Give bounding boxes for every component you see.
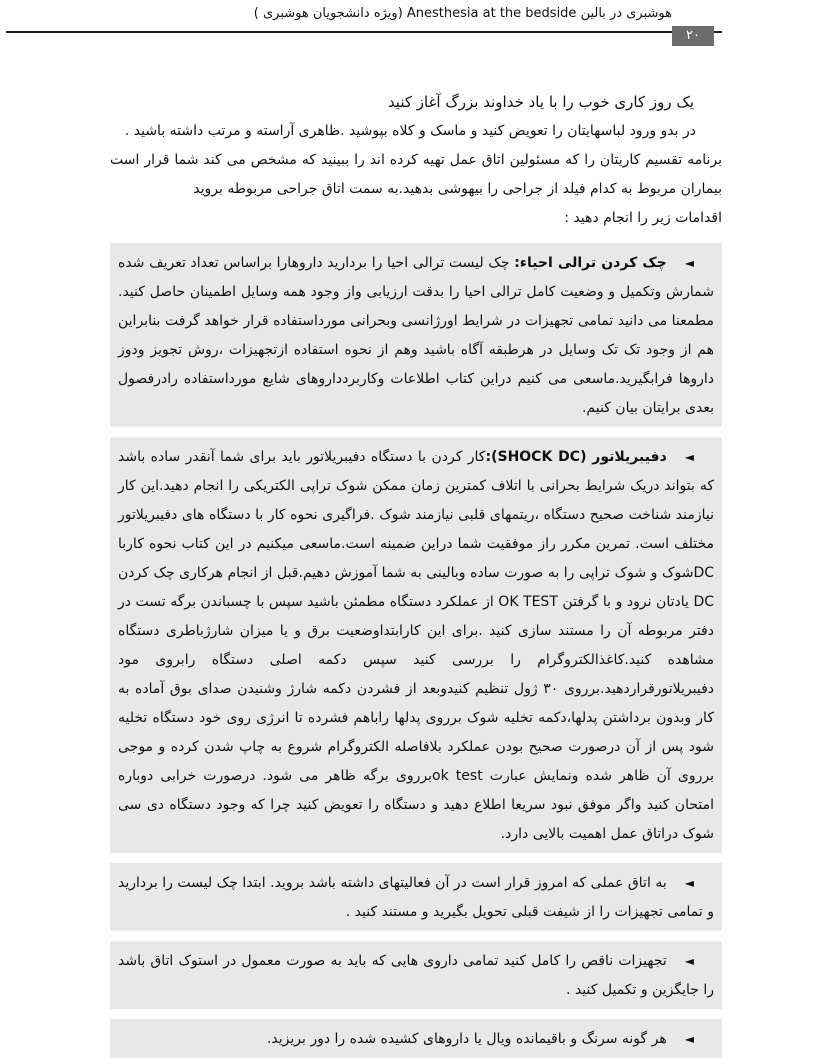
motto-line: یک روز کاری خوب را با یاد خداوند بزرگ آغاز کنید (387, 93, 694, 111)
callout-text: هر گونه سرنگ و باقیمانده ویال یا داروهای کشیده شده را دور بریزید. (266, 1031, 667, 1047)
callout-text: چک لیست ترالی احیا را بردارید داروهارا براساس تعداد تعریف شده شمارش وتکمیل و وضعیت کامل ترالی احیا را بدقت ارزیابی واز وجود همه وسایل اطمینان حاصل کنید. مطمعنا می دانید تمامی تجهیزات در شرایط اورژانسی وبحرانی مورداستفاده قرار خواهد گرفت بنابراین هم از وجود تک تک وسایل در هرطبقه آگاه باشید وهم از نحوه استفاده ازتجهیزات ،روش تجویز ودوز داروها فرابگیرید.ماسعی می کنیم دراین کتاب اطلاعات وکاربردداروهای شایع مورداستفاده رادرفصول بعدی برایتان بیان کنیم. (118, 255, 714, 416)
callout-defibrillator (110, 437, 722, 853)
callout-heading: دفیبریلاتور (SHOCK DC): (485, 449, 667, 465)
callout-discard-syringes (110, 1019, 722, 1058)
callout-text: تجهیزات ناقص را کامل کنید تمامی داروی هایی که باید به صورت معمول در استوک اتاق باشد را جایگزین و تکمیل کنید . (118, 953, 714, 998)
running-title: هوشبری در بالین Anesthesia at the bedside (ویژه دانشجویان هوشبری ) (253, 6, 672, 21)
intro-paragraph-3: اقدامات زیر را انجام دهید : (564, 210, 722, 226)
callout-or-checklist (110, 863, 722, 931)
arrow-bullet-icon: ◄ (684, 1032, 694, 1046)
arrow-bullet-icon: ◄ (684, 876, 694, 890)
callout-text: کار کردن با دستگاه دفیبریلاتور باید برای شما آنقدر ساده باشد که بتواند دریک شرایط بحرانی با اتلاف کمترین زمان ممکن شوک تراپی الکتریکی را انجام دهید.این کار نیازمند شناخت صحیح دستگاه ،ریتمهای قلبی نیازمند شوک .فراگیری نحوه کار با دستگاه های دفیبریلاتور مختلف است. تمرین مکرر راز موفقیت شما دراین ضمینه است.ماسعی میکنیم در این کتاب نحوه کاربا DCشوک و شوک تراپی را به صورت ساده وبالینی به شما آموزش دهیم.قبل از انجام هرکاری چک کردن DC یادتان نرود و با گرفتن OK TEST از عملکرد دستگاه مطمئن باشید سپس با چسباندن برگه تست در دفتر مربوطه آن را مستند سازی کنید .برای این کارابتداوضعیت برق و یا میزان شارژباطری دستگاه مشاهده کنید.کاغذالکتروگرام را بررسی کنید سپس دکمه اصلی دستگاه رابروی مود دفیبریلاتورقراردهید.برروی ۳۰ ژول تنظیم کنیدوبعد از فشردن دکمه شارژ وشنیدن صدای بوق آماده به کار وبدون برداشتن پدلها،دکمه تخلیه شوک برروی پدلها راباهم فشرده تا انرژی روی خود دستگاه تخلیه شود پس از آن درصورت صحیح بودن عملکرد بلافاصله الکتروگرام شروع به چاپ شدن کرده و موجی برروی آن ظاهر شده ونمایش عبارت ok testبرروی برگه ظاهر می شود. درصورت خرابی دوباره امتحان کنید واگر موفق نبود سریعا اطلاع دهید و دستگاه را تعویض کنید چرا که وجود دستگاه دی سی شوک دراتاق عمل اهمیت بالایی دارد. (118, 449, 714, 842)
intro-paragraph-2: برنامه تقسیم کاریتان را که مسئولین اتاق عمل تهیه کرده اند را ببینید که مشخص می کند شما قرار است بیماران مربوط به کدام فیلد از جراحی را بیهوشی بدهید.به سمت اتاق جراحی مربوطه بروید (110, 152, 722, 197)
callout-text: به اتاق عملی که امروز قرار است در آن فعالیتهای داشته باشد بروید. ابتدا چک لیست را بردارید و تمامی تجهیزات را از شیفت قبلی تحویل بگیرید و مستند کنید . (118, 875, 714, 920)
callout-crash-cart (110, 243, 722, 427)
arrow-bullet-icon: ◄ (684, 450, 695, 464)
intro-paragraph-1: در بدو ورود لباسهایتان را تعویض کنید و ماسک و کلاه بپوشید .ظاهری آراسته و مرتب داشته باشید . (124, 123, 696, 139)
arrow-bullet-icon: ◄ (684, 954, 694, 968)
page-number: ۲۰ (672, 26, 714, 46)
page-header (0, 0, 832, 43)
page-body (110, 88, 722, 1058)
header-rule (6, 31, 722, 33)
callout-heading: چک کردن ترالی احیاء: (514, 255, 667, 271)
arrow-bullet-icon: ◄ (684, 256, 694, 270)
callout-equipment-restock (110, 941, 722, 1009)
